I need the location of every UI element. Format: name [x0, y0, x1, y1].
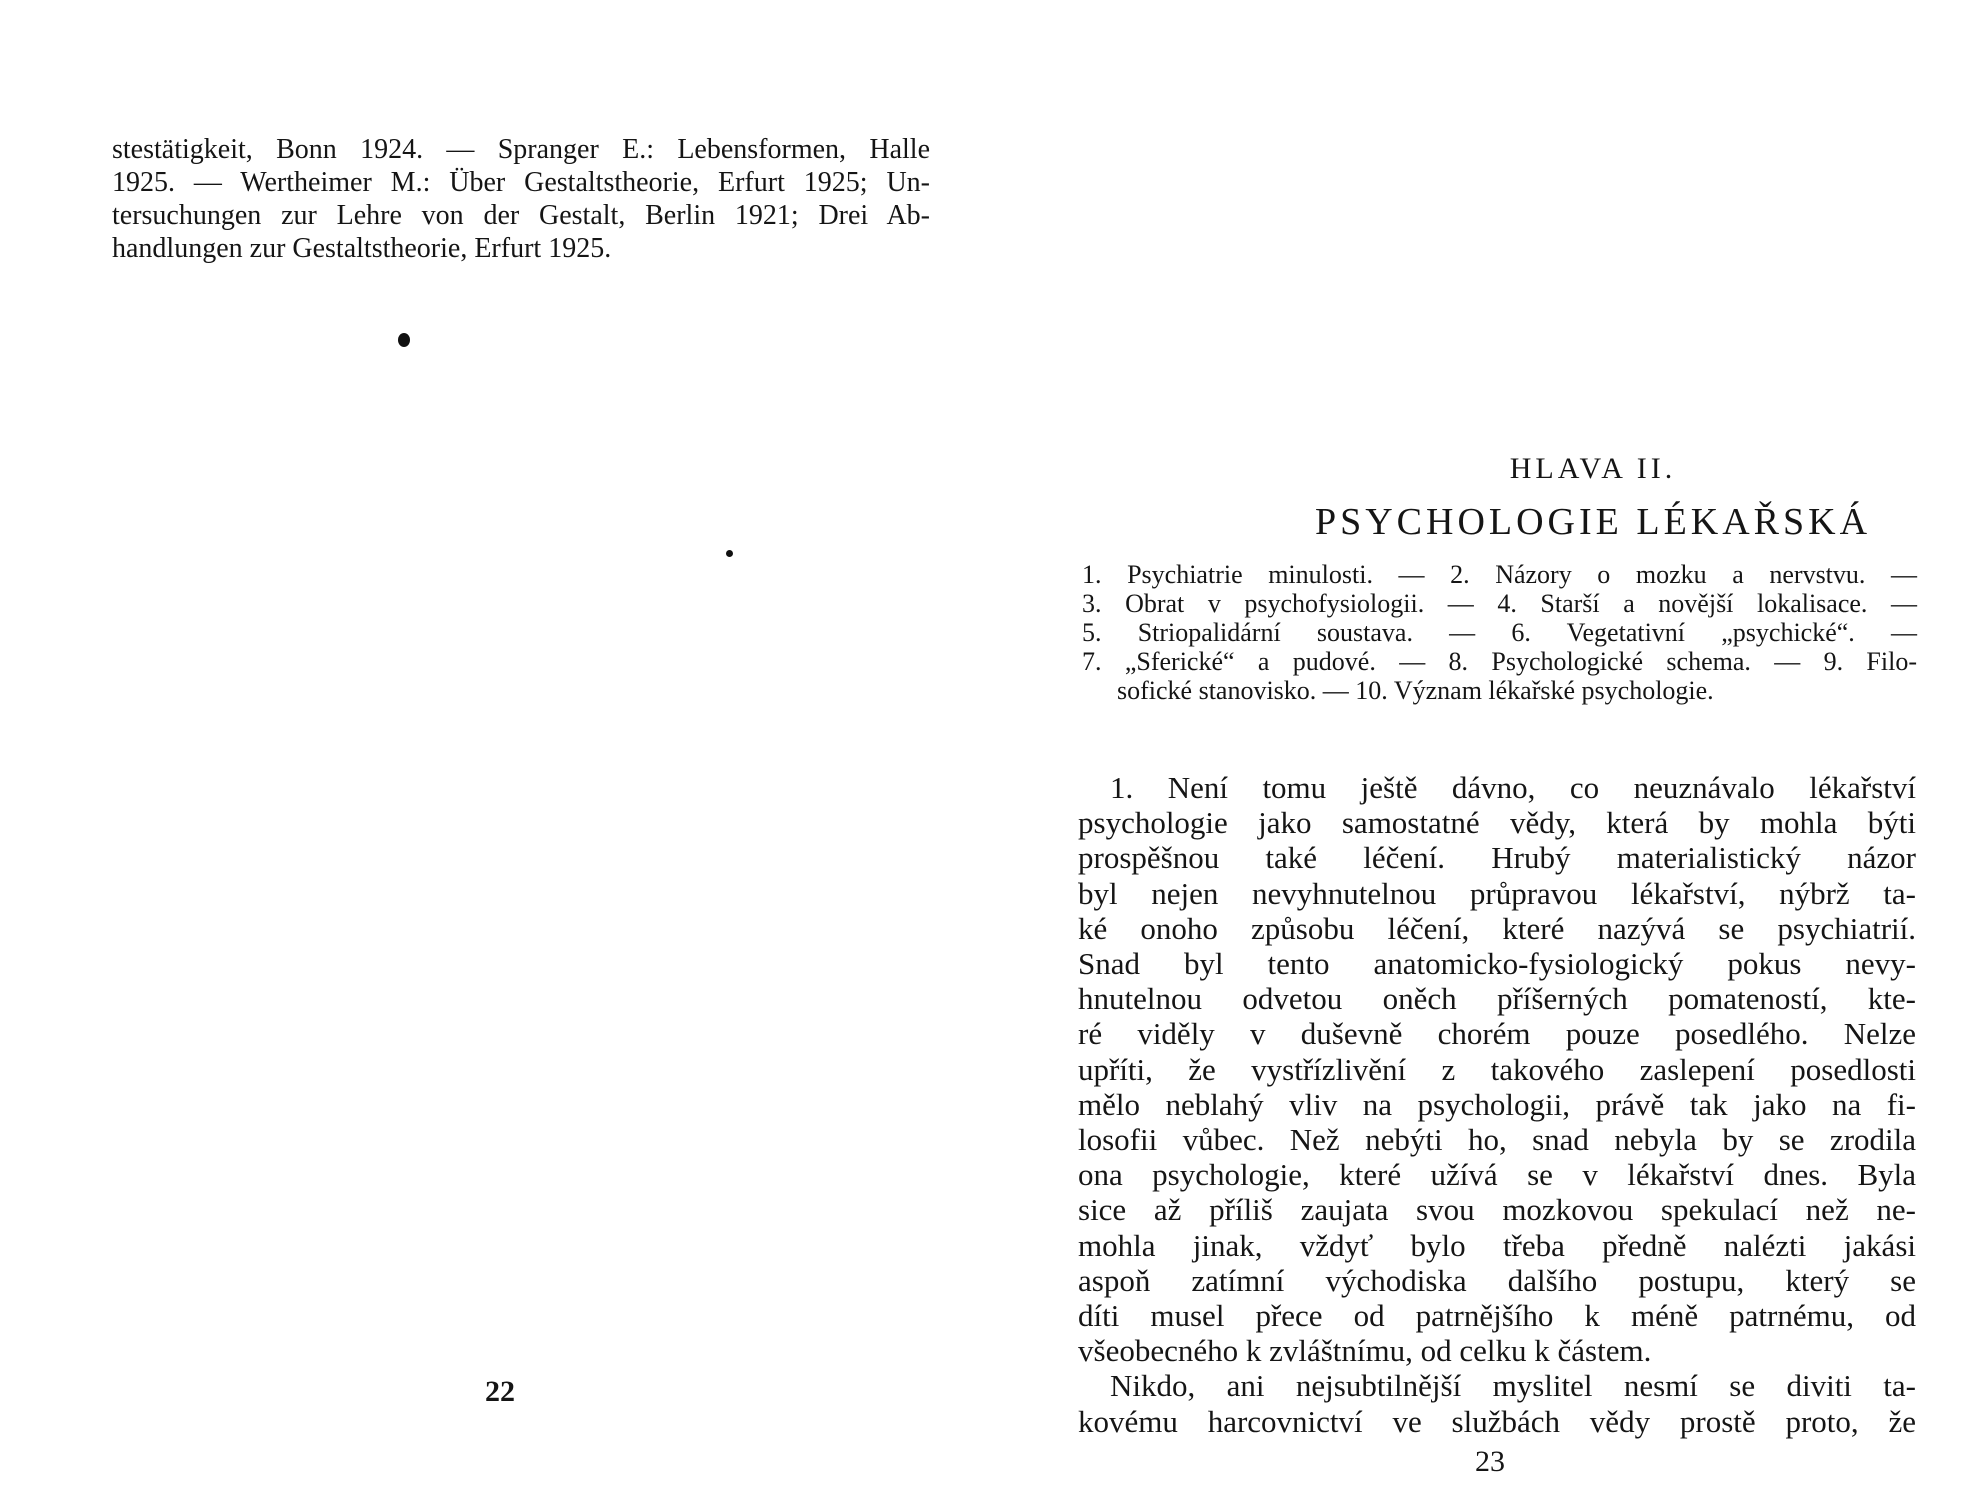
chapter-title: PSYCHOLOGIE LÉKAŘSKÁ — [1314, 501, 1872, 543]
body-text — [1078, 770, 1916, 1439]
body-line: díti musel přece od patrnějšího k méně patrnému, od — [1078, 1298, 1916, 1334]
contents-line: 5. Striopalidární soustava. — 6. Vegetativní „psychické“. — — [1082, 618, 1917, 647]
body-line: hnutelnou odvetou oněch příšerných pomateností, kte- — [1078, 981, 1916, 1017]
contents-line: 7. „Sferické“ a pudové. — 8. Psychologické schema. — 9. Filo- — [1082, 647, 1917, 676]
body-line: psychologie jako samostatné vědy, která by mohla býti — [1078, 805, 1916, 841]
ink-speck — [398, 333, 410, 347]
chapter-contents — [1082, 560, 1917, 705]
body-line: sice až příliš zaujata svou mozkovou spekulací než ne- — [1078, 1192, 1916, 1228]
contents-line: sofické stanovisko. — 10. Význam lékařské psychologie. — [1117, 676, 1714, 705]
body-line: ona psychologie, které užívá se v lékařství dnes. Byla — [1078, 1157, 1916, 1193]
reference-line: tersuchungen zur Lehre von der Gestalt, Berlin 1921; Drei Ab- — [112, 200, 930, 231]
contents-line: 1. Psychiatrie minulosti. — 2. Názory o mozku a nervstvu. — — [1082, 560, 1917, 589]
body-line: Nikdo, ani nejsubtilnější myslitel nesmí se diviti ta- — [1110, 1368, 1916, 1404]
body-line: losofii vůbec. Než nebýti ho, snad nebyla by se zrodila — [1078, 1122, 1916, 1158]
body-line: 1. Není tomu ještě dávno, co neuznávalo lékařství — [1110, 770, 1916, 805]
body-line: prospěšnou také léčení. Hrubý materialistický názor — [1078, 840, 1916, 876]
body-line: byl nejen nevyhnutelnou průpravou lékařství, nýbrž ta- — [1078, 875, 1916, 911]
page-number-right: 23 — [1475, 1445, 1505, 1478]
right-page — [1000, 0, 1986, 1500]
body-line: ré viděly v duševně chorém pouze posedlého. Nelze — [1078, 1016, 1916, 1052]
body-line: kovému harcovnictví ve službách vědy prostě proto, že — [1078, 1403, 1916, 1439]
reference-line: handlungen zur Gestaltstheorie, Erfurt 1925. — [112, 233, 612, 264]
body-line: mělo neblahý vliv na psychologii, právě tak jako na fi- — [1078, 1086, 1916, 1122]
body-line: všeobecného k zvláštnímu, od celku k částem. — [1078, 1333, 1652, 1369]
body-line: upříti, že vystřízlivění z takového zaslepení posedlosti — [1078, 1051, 1916, 1087]
page-number-left: 22 — [485, 1375, 515, 1408]
body-line: ké onoho způsobu léčení, které nazývá se psychiatrií. — [1078, 910, 1916, 946]
bibliography-references — [112, 133, 930, 265]
reference-line: stestätigkeit, Bonn 1924. — Spranger E.: Lebensformen, Halle — [112, 134, 930, 165]
contents-line: 3. Obrat v psychofysiologii. — 4. Starší a novější lokalisace. — — [1082, 589, 1917, 618]
body-line: Snad byl tento anatomicko-fysiologický pokus nevy- — [1078, 946, 1916, 982]
body-line: aspoň zatímní východiska dalšího postupu, který se — [1078, 1262, 1916, 1298]
reference-line: 1925. — Wertheimer M.: Über Gestaltstheorie, Erfurt 1925; Un- — [112, 167, 930, 198]
body-line: mohla jinak, vždyť bylo třeba předně nalézti jakási — [1078, 1227, 1916, 1263]
chapter-label: HLAVA II. — [1509, 452, 1677, 485]
ink-speck — [726, 550, 733, 557]
